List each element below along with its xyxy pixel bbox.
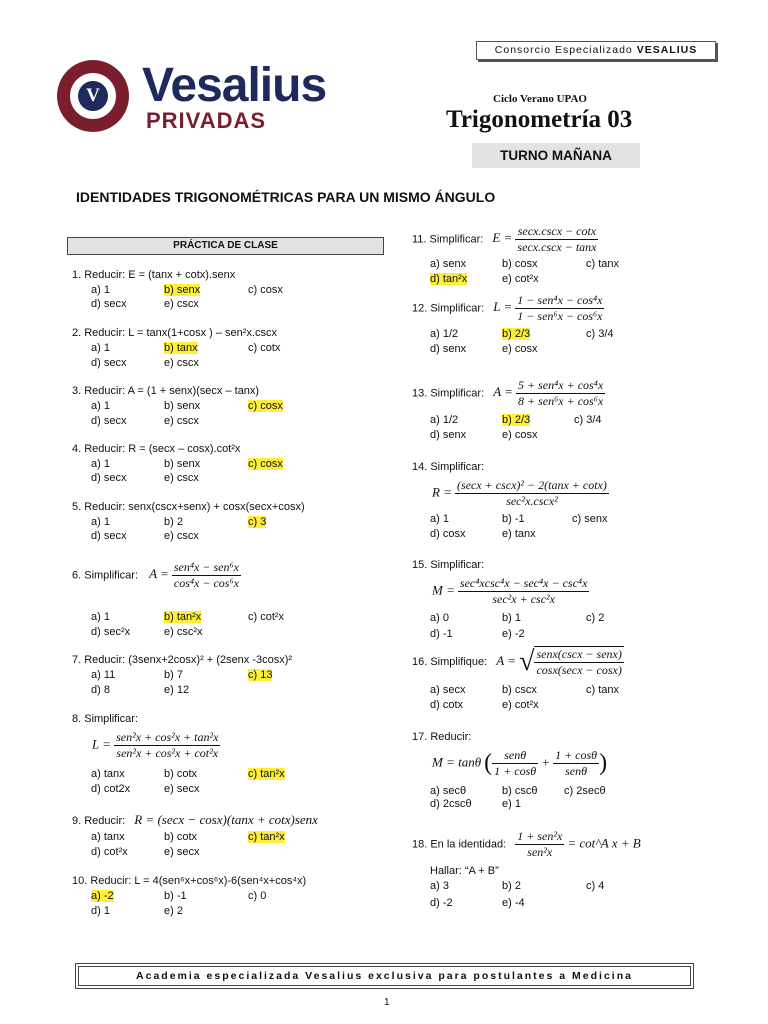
plus-sign: + bbox=[541, 754, 551, 770]
problem-16 bbox=[412, 646, 624, 678]
option-a: a) 1 bbox=[91, 284, 110, 296]
option-d: d) senx bbox=[430, 343, 467, 355]
option-e: e) cscx bbox=[164, 472, 199, 484]
option-d: d) cosx bbox=[430, 528, 466, 540]
close-paren-icon: ) bbox=[599, 750, 608, 776]
option-b: b) cscx bbox=[502, 684, 537, 696]
problem-4: 4. Reducir: R = (secx – cosx).cot²x bbox=[72, 443, 241, 455]
problem-statement: 1. Reducir: E = (tanx + cotx).senx bbox=[72, 269, 236, 281]
problem-label: 11. Simplificar: bbox=[412, 233, 484, 246]
option-e: e) cosx bbox=[502, 429, 538, 441]
problem-15-formula bbox=[432, 576, 589, 607]
formula-fraction bbox=[516, 378, 605, 409]
problem-label: 9. Reducir: bbox=[72, 815, 126, 827]
formula-fraction bbox=[515, 224, 598, 255]
option-e: e) cot²x bbox=[502, 273, 539, 285]
option-b: b) 7 bbox=[164, 669, 183, 681]
numerator: sen²x + cos²x + tan²x bbox=[116, 730, 219, 744]
course-title: Trigonometría 03 bbox=[446, 106, 633, 133]
problem-label: 12. Simplificar: bbox=[412, 302, 485, 315]
option-d: d) -2 bbox=[430, 897, 453, 909]
numerator: 1 + cosθ bbox=[555, 748, 598, 762]
option-e: e) cscx bbox=[164, 298, 199, 310]
option-e: e) 2 bbox=[164, 905, 183, 917]
problem-7: 7. Reducir: (3senx+2cosx)² + (2senx -3cosx)² bbox=[72, 654, 293, 666]
problem-11 bbox=[412, 224, 598, 255]
denominator: 1 − sen⁶x − cos⁶x bbox=[517, 309, 603, 323]
denominator: 8 + sen⁶x + cos⁶x bbox=[518, 394, 604, 408]
option-b: b) senx bbox=[164, 400, 201, 412]
option-a: a) 3 bbox=[430, 880, 449, 892]
formula-fraction-1 bbox=[492, 748, 538, 779]
shift-badge: TURNO MAÑANA bbox=[472, 143, 640, 168]
formula: R = (secx − cosx)(tanx + cotx)senx bbox=[134, 812, 318, 827]
option-a: a) 1 bbox=[91, 400, 110, 412]
problem-9 bbox=[72, 812, 318, 828]
option-d: d) secx bbox=[91, 415, 127, 427]
option-b: b) 2 bbox=[502, 880, 521, 892]
denominator: senθ bbox=[565, 764, 588, 778]
formula-lhs: E = bbox=[492, 230, 513, 246]
formula-fraction-2 bbox=[553, 748, 599, 779]
option-c: c) cotx bbox=[248, 342, 281, 354]
option-a: a) 1 bbox=[91, 342, 110, 354]
formula-lhs: L = bbox=[493, 299, 513, 315]
option-a: a) tanx bbox=[91, 831, 125, 843]
option-d: d) secx bbox=[91, 298, 127, 310]
option-d: d) secx bbox=[91, 357, 127, 369]
problem-2: 2. Reducir: L = tanx(1+cosx ) – sen²x.cscx bbox=[72, 327, 278, 339]
formula-fraction bbox=[114, 730, 220, 761]
option-e: e) tanx bbox=[502, 528, 536, 540]
problem-12 bbox=[412, 293, 604, 324]
option-e: e) cosx bbox=[502, 343, 538, 355]
option-e: e) 1 bbox=[502, 798, 521, 810]
brand-name: Vesalius bbox=[142, 59, 327, 112]
option-a: a) 0 bbox=[430, 612, 449, 624]
option-d: d) cot2x bbox=[91, 783, 131, 795]
problem-1 bbox=[72, 269, 235, 281]
formula-fraction bbox=[534, 646, 623, 678]
problem-13 bbox=[412, 378, 605, 409]
option-e: e) secx bbox=[164, 783, 200, 795]
option-a: a) 11 bbox=[91, 669, 116, 681]
logo-letter: V bbox=[78, 81, 108, 111]
option-c: c) 2secθ bbox=[564, 785, 606, 797]
denominator: 1 + cosθ bbox=[494, 764, 537, 778]
option-b: b) cotx bbox=[164, 831, 198, 843]
problem-6 bbox=[72, 560, 241, 591]
option-b-answer: b) tan²x bbox=[164, 611, 202, 623]
option-b: b) cscθ bbox=[502, 785, 538, 797]
problem-8-formula bbox=[92, 730, 220, 761]
option-b-answer: b) 2/3 bbox=[502, 328, 531, 340]
option-a: a) 1/2 bbox=[430, 414, 459, 426]
problem-label: 16. Simplifique: bbox=[412, 655, 488, 668]
formula-rhs: = cot^A x + B bbox=[567, 835, 641, 851]
option-c: c) cot²x bbox=[248, 611, 285, 623]
numerator: (secx + cscx)² − 2(tanx + cotx) bbox=[457, 478, 607, 492]
denominator: cos⁴x − cos⁶x bbox=[173, 576, 239, 590]
option-a: a) senx bbox=[430, 258, 467, 270]
problem-label: 6. Simplificar: bbox=[72, 569, 139, 582]
option-d: d) senx bbox=[430, 429, 467, 441]
cycle-label: Ciclo Verano UPAO bbox=[493, 93, 587, 105]
formula-fraction bbox=[172, 560, 241, 591]
option-a: a) 1 bbox=[91, 458, 110, 470]
numerator: 5 + sen⁴x + cos⁴x bbox=[518, 378, 604, 392]
consortium-name: VESALIUS bbox=[636, 44, 698, 56]
problem-17-formula bbox=[432, 748, 607, 779]
option-b: b) cosx bbox=[502, 258, 538, 270]
option-d: d) 1 bbox=[91, 905, 110, 917]
option-c: c) senx bbox=[572, 513, 608, 525]
option-e: e) cscx bbox=[164, 357, 199, 369]
formula-fraction bbox=[515, 293, 604, 324]
formula-lhs: M = bbox=[432, 582, 455, 598]
option-b: b) -1 bbox=[502, 513, 525, 525]
option-c-answer: c) cosx bbox=[248, 458, 283, 470]
option-c: c) 4 bbox=[586, 880, 605, 892]
formula-fraction bbox=[515, 829, 564, 860]
numerator: senx(cscx − senx) bbox=[536, 647, 622, 661]
option-b-answer: b) 2/3 bbox=[502, 414, 531, 426]
option-c: c) tanx bbox=[586, 258, 620, 270]
denominator: cosx(secx − cosx) bbox=[536, 663, 622, 677]
option-c: c) 3/4 bbox=[586, 328, 614, 340]
option-d: d) 2cscθ bbox=[430, 798, 472, 810]
option-d: d) -1 bbox=[430, 628, 453, 640]
page-title: IDENTIDADES TRIGONOMÉTRICAS PARA UN MISMO ÁNGULO bbox=[76, 189, 496, 205]
option-a: a) 1 bbox=[91, 516, 110, 528]
formula-lhs: M = tanθ bbox=[432, 754, 482, 770]
option-a: a) 1/2 bbox=[430, 328, 459, 340]
option-a: a) 1 bbox=[91, 611, 110, 623]
option-b: b) senx bbox=[164, 458, 201, 470]
denominator: sec²x.cscx² bbox=[506, 494, 558, 508]
problem-label: 13. Simplificar: bbox=[412, 387, 485, 400]
option-e: e) -4 bbox=[502, 897, 525, 909]
option-d: d) cot²x bbox=[91, 846, 128, 858]
option-c: c) 0 bbox=[248, 890, 267, 902]
option-a-answer: a) -2 bbox=[91, 890, 114, 902]
formula-fraction bbox=[455, 478, 609, 509]
option-d: d) 8 bbox=[91, 684, 110, 696]
option-a: a) secθ bbox=[430, 785, 467, 797]
numerator: sec⁴xcsc⁴x − sec⁴x − csc⁴x bbox=[459, 576, 588, 590]
problem-8-label: 8. Simplificar: bbox=[72, 713, 139, 725]
problem-18-question: Hallar: “A + B” bbox=[430, 865, 499, 877]
option-e: e) csc²x bbox=[164, 626, 203, 638]
option-e: e) cot²x bbox=[502, 699, 539, 711]
denominator: sen²x bbox=[527, 845, 553, 859]
problem-5: 5. Reducir: senx(cscx+senx) + cosx(secx+cosx) bbox=[72, 501, 305, 513]
numerator: senθ bbox=[492, 748, 538, 764]
option-d: d) sec²x bbox=[91, 626, 131, 638]
problem-17-label: 17. Reducir: bbox=[412, 731, 472, 743]
option-c: c) cosx bbox=[248, 284, 283, 296]
option-c-answer: c) tan²x bbox=[248, 831, 285, 843]
consortium-box bbox=[476, 41, 716, 60]
option-c-answer: c) 13 bbox=[248, 669, 273, 681]
option-b: b) 1 bbox=[502, 612, 521, 624]
option-b: b) 2 bbox=[164, 516, 183, 528]
formula-fraction bbox=[458, 576, 589, 607]
option-a: a) secx bbox=[430, 684, 466, 696]
section-label: PRÁCTICA DE CLASE bbox=[67, 237, 384, 255]
problem-label: 18. En la identidad: bbox=[412, 838, 507, 851]
option-c: c) tanx bbox=[586, 684, 620, 696]
option-b: b) cotx bbox=[164, 768, 198, 780]
option-b-answer: b) tanx bbox=[164, 342, 198, 354]
page-number: 1 bbox=[384, 997, 390, 1008]
option-e: e) cscx bbox=[164, 530, 199, 542]
footer-banner: Academia especializada Vesalius exclusiva para postulantes a Medicina bbox=[75, 963, 694, 989]
option-e: e) secx bbox=[164, 846, 200, 858]
denominator: sen²x + cos²x + cot²x bbox=[116, 746, 219, 760]
problem-14-label: 14. Simplificar: bbox=[412, 461, 485, 473]
option-a: a) 1 bbox=[430, 513, 449, 525]
problem-10: 10. Reducir: L = 4(sen⁶x+cos⁶x)-6(sen⁴x+cos⁴x) bbox=[72, 875, 307, 887]
formula-lhs: A = bbox=[149, 566, 169, 582]
option-c-answer: c) tan²x bbox=[248, 768, 285, 780]
consortium-prefix: Consorcio Especializado bbox=[494, 44, 637, 56]
formula-lhs: L = bbox=[92, 736, 112, 752]
problem-3: 3. Reducir: A = (1 + senx)(secx – tanx) bbox=[72, 385, 260, 397]
formula-lhs: A = bbox=[493, 384, 513, 400]
problem-18 bbox=[412, 829, 641, 860]
denominator: secx.cscx − tanx bbox=[517, 240, 597, 254]
numerator: secx.cscx − cotx bbox=[515, 224, 598, 240]
option-c-answer: c) 3 bbox=[248, 516, 267, 528]
option-d: d) secx bbox=[91, 472, 127, 484]
option-d: d) cotx bbox=[430, 699, 464, 711]
denominator: sec²x + csc²x bbox=[492, 592, 555, 606]
option-c: c) 2 bbox=[586, 612, 605, 624]
numerator: sen⁴x − sen⁶x bbox=[173, 560, 239, 574]
option-e: e) cscx bbox=[164, 415, 199, 427]
sqrt-icon: √ bbox=[519, 646, 535, 677]
numerator: 1 − sen⁴x − cos⁴x bbox=[517, 293, 603, 307]
option-e: e) 12 bbox=[164, 684, 190, 696]
option-a: a) tanx bbox=[91, 768, 125, 780]
open-paren-icon: ( bbox=[484, 750, 493, 776]
problem-15-label: 15. Simplificar: bbox=[412, 559, 485, 571]
problem-14-formula bbox=[432, 478, 609, 509]
formula-lhs: A = bbox=[496, 652, 517, 668]
option-b: b) -1 bbox=[164, 890, 187, 902]
brand-subtitle: PRIVADAS bbox=[146, 108, 267, 133]
option-c: c) 3/4 bbox=[574, 414, 602, 426]
option-b-answer: b) senx bbox=[164, 284, 201, 296]
option-e: e) -2 bbox=[502, 628, 525, 640]
option-c-answer: c) cosx bbox=[248, 400, 283, 412]
numerator: 1 + sen²x bbox=[517, 829, 563, 843]
option-d: d) secx bbox=[91, 530, 127, 542]
formula-lhs: R = bbox=[432, 484, 452, 500]
option-d-answer: d) tan²x bbox=[430, 273, 468, 285]
